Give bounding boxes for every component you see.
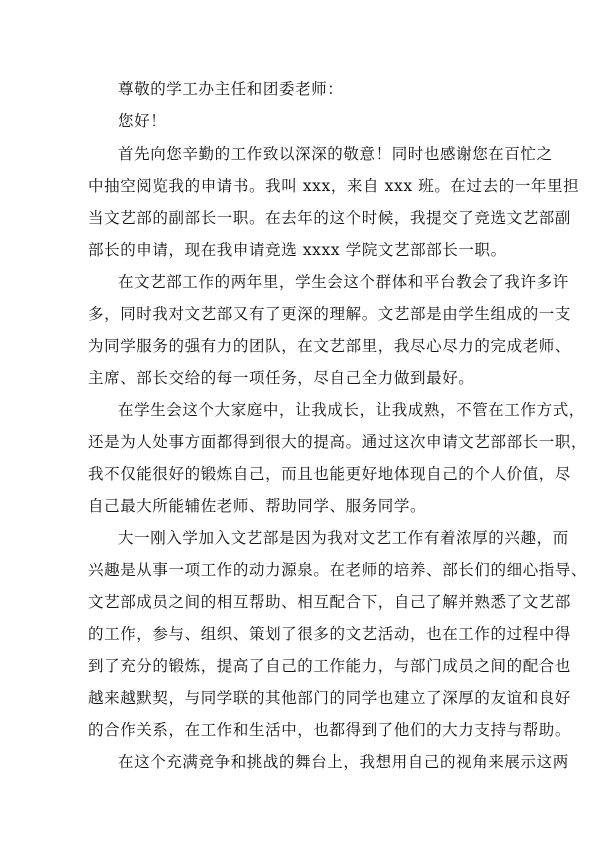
greeting: 您好！ [118,112,167,130]
paragraph-1-line-2: 中抽空阅览我的申请书。我叫 xxx，来自 xxx 班。在过去的一年里担 [88,177,580,195]
paragraph-2-line-1: 在文艺部工作的两年里，学生会这个群体和平台教会了我许多许 [118,273,569,291]
paragraph-3-line-4: 自己最大所能辅佐老师、帮助同学、服务同学。 [88,497,427,515]
paragraph-2-line-2: 多，同时我对文艺部又有了更深的理解。文艺部是由学生组成的一支 [88,305,572,323]
paragraph-5-line-1: 在这个充满竞争和挑战的舞台上，我想用自己的视角来展示这两 [118,753,569,771]
paragraph-1-line-3: 当文艺部的副部长一职。在去年的这个时候，我提交了竞选文艺部副 [88,209,572,227]
paragraph-4-line-5: 到了充分的锻炼，提高了自己的工作能力，与部门成员之间的配合也 [88,657,572,675]
paragraph-2-line-3: 为同学服务的强有力的团队，在文艺部里，我尽心尽力的完成老师、 [88,337,572,355]
paragraph-4-line-2: 兴趣是从事一项工作的动力源泉。在老师的培养、部长们的细心指导、 [88,561,588,579]
paragraph-2-line-4: 主席、部长交给的每一项任务，尽自己全力做到最好。 [88,369,475,387]
salutation: 尊敬的学工办主任和团委老师： [118,80,344,98]
paragraph-3-line-1: 在学生会这个大家庭中，让我成长，让我成熟，不管在工作方式， [118,401,585,419]
paragraph-4-line-7: 的合作关系，在工作和生活中，也都得到了他们的大力支持与帮助。 [88,721,572,739]
paragraph-3-line-3: 我不仅能很好的锻炼自己，而且也能更好地体现自己的个人价值，尽 [88,465,572,483]
paragraph-4-line-1: 大一刚入学加入文艺部是因为我对文艺工作有着浓厚的兴趣，而 [118,529,569,547]
paragraph-4-line-4: 的工作，参与、组织、策划了很多的文艺活动，也在工作的过程中得 [88,625,572,643]
paragraph-3-line-2: 还是为人处事方面都得到很大的提高。通过这次申请文艺部部长一职， [88,433,588,451]
paragraph-4-line-6: 越来越默契，与同学联的其他部门的同学也建立了深厚的友谊和良好 [88,689,572,707]
paragraph-1-line-4: 部长的申请，现在我申请竞选 xxxx 学院文艺部部长一职。 [88,241,507,259]
paragraph-4-line-3: 文艺部成员之间的相互帮助、相互配合下，自己了解并熟悉了文艺部 [88,593,572,611]
paragraph-1-line-1: 首先向您辛勤的工作致以深深的敬意！同时也感谢您在百忙之 [118,145,553,163]
